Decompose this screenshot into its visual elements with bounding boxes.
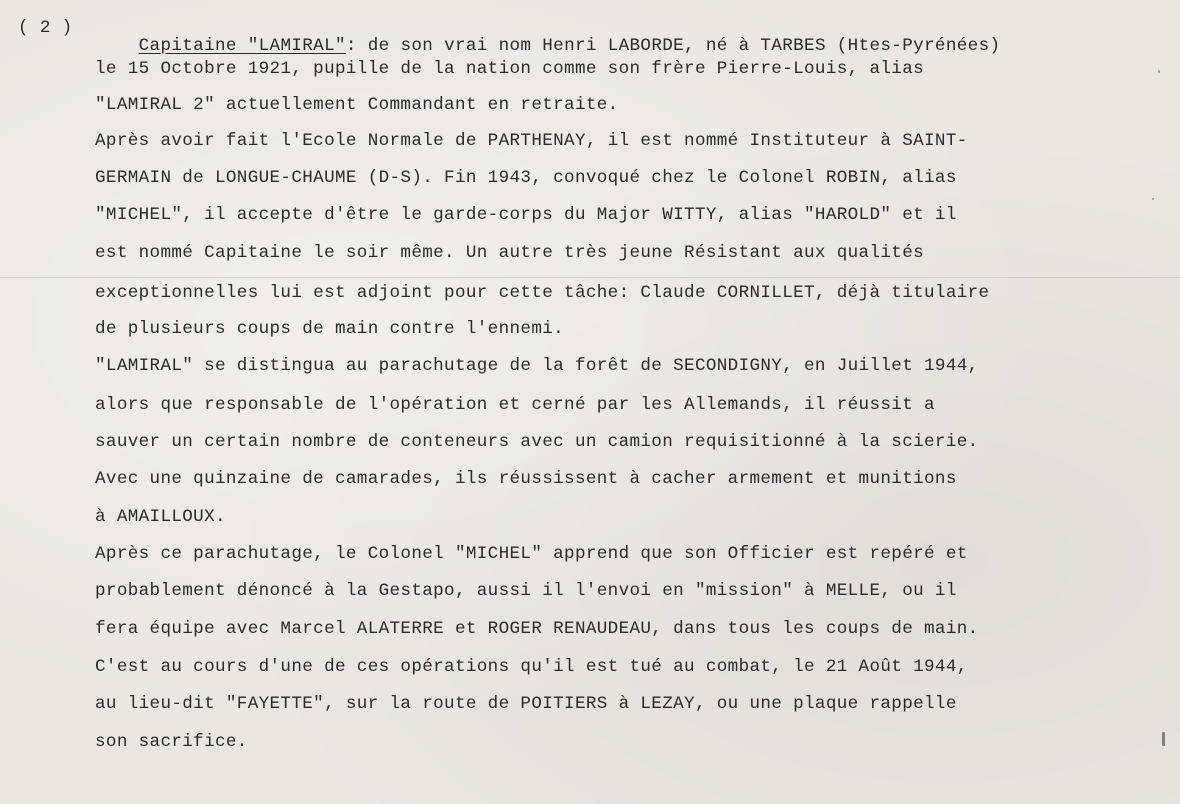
heading-rest: : de son vrai nom Henri LABORDE, né à TARBES (Htes-Pyrénées)	[345, 35, 1001, 56]
text-line: est nommé Capitaine le soir même. Un autre très jeune Résistant aux qualités	[95, 243, 925, 263]
text-line: à AMAILLOUX.	[95, 507, 226, 527]
text-line: de plusieurs coups de main contre l'ennemi.	[95, 319, 565, 339]
paper-speck	[1152, 198, 1154, 200]
text-line: "LAMIRAL 2" actuellement Commandant en retraite.	[95, 95, 619, 115]
text-line: le 15 Octobre 1921, pupille de la nation comme son frère Pierre-Louis, alias	[95, 59, 925, 79]
text-line: Après avoir fait l'Ecole Normale de PARTHENAY, il est nommé Instituteur à SAINT-	[95, 131, 968, 151]
text-line: au lieu-dit "FAYETTE", sur la route de POITIERS à LEZAY, ou une plaque rappelle	[95, 694, 957, 714]
text-line: Avec une quinzaine de camarades, ils réussissent à cacher armement et munitions	[95, 469, 957, 489]
text-line: fera équipe avec Marcel ALATERRE et ROGER RENAUDEAU, dans tous les coups de main.	[95, 619, 979, 639]
text-line: probablement dénoncé à la Gestapo, aussi il l'envoi en "mission" à MELLE, ou il	[95, 581, 957, 601]
paper-speck	[1158, 70, 1160, 73]
text-line: son sacrifice.	[95, 732, 248, 752]
text-line: sauver un certain nombre de conteneurs avec un camion requisitionné à la scierie.	[95, 432, 979, 452]
text-line: alors que responsable de l'opération et cerné par les Allemands, il réussit a	[95, 395, 935, 415]
text-line: C'est au cours d'une de ces opérations qu'il est tué au combat, le 21 Août 1944,	[95, 657, 968, 677]
text-line: "LAMIRAL" se distingua au parachutage de la forêt de SECONDIGNY, en Juillet 1944,	[95, 356, 979, 376]
heading-underlined-name: Capitaine "LAMIRAL"	[138, 35, 346, 56]
text-line: "MICHEL", il accepte d'être le garde-corps du Major WITTY, alias "HAROLD" et il	[95, 205, 957, 225]
paper-fold-crease	[0, 276, 1180, 279]
text-line: exceptionnelles lui est adjoint pour cette tâche: Claude CORNILLET, déjà titulaire	[95, 283, 990, 303]
text-line: Après ce parachutage, le Colonel "MICHEL" apprend que son Officier est repéré et	[95, 544, 968, 564]
text-line: GERMAIN de LONGUE-CHAUME (D-S). Fin 1943, convoqué chez le Colonel ROBIN, alias	[95, 168, 957, 188]
paper-speck	[1162, 732, 1165, 746]
footnote-marker: ( 2 )	[18, 18, 73, 38]
